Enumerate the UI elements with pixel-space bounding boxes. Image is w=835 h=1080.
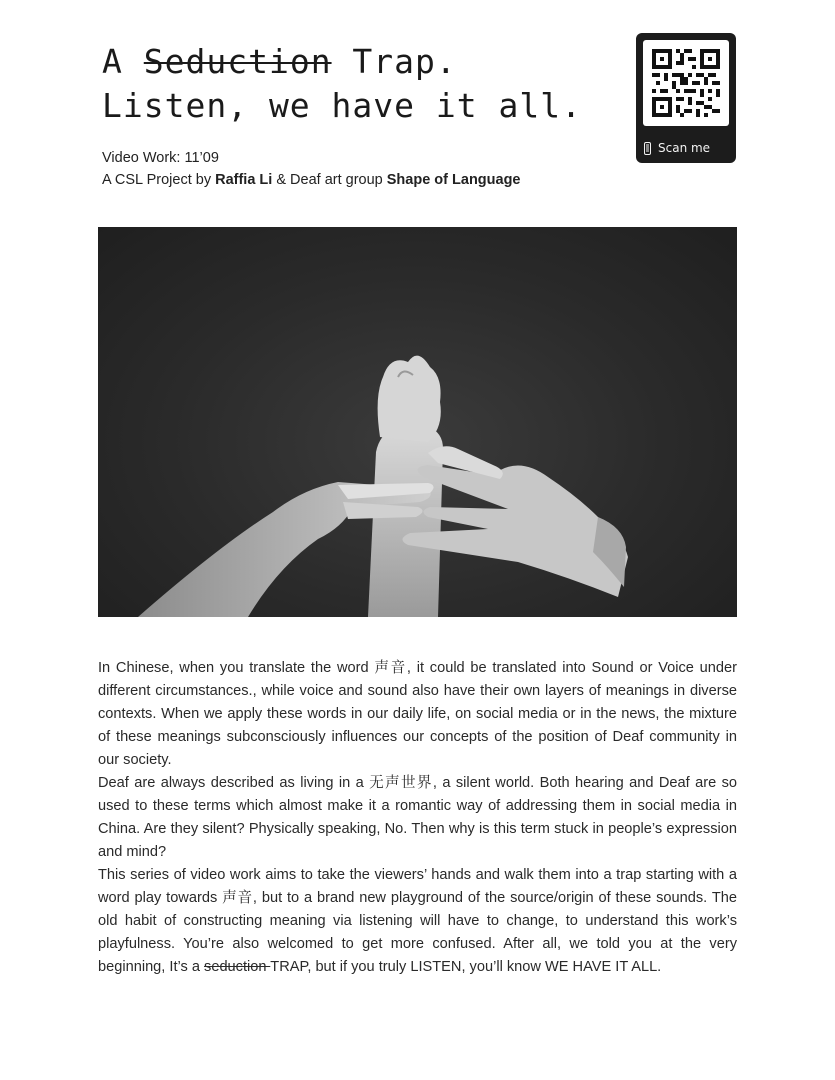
paragraph-3-text: This series of video work aims to take the viewers’ hands and walk them into a trap starting with a word play towards 声音, but to a brand new playground of the source/origin of these sounds. The old habit of constructing meaning via listening will have to change, to understand this work’s playfulness. You’re also welcomed to get more confused. After all, we told you at the very beginning, It’s a xyxy=(98,867,737,975)
sign-language-hands-image xyxy=(98,227,737,617)
qr-code-card[interactable] xyxy=(636,33,736,163)
article-body xyxy=(98,657,737,979)
artist-name: Raffia Li xyxy=(215,172,273,188)
title-word-trap: Trap. xyxy=(331,42,457,81)
subtitle-block xyxy=(102,147,521,191)
title-word-a: A xyxy=(102,42,144,81)
page-title xyxy=(102,40,582,128)
paragraph-3-ending: TRAP, but if you truly LISTEN, you’ll know WE HAVE IT ALL. xyxy=(270,959,662,975)
qr-code[interactable] xyxy=(643,40,729,126)
credits-prefix: A CSL Project by xyxy=(102,172,216,188)
phone-icon xyxy=(644,142,651,155)
paragraph-2: Deaf are always described as living in a 无声世界, a silent world. Both hearing and Deaf are so used to these terms which almost make it a romantic way of addressing them in social media in China. Are they silent? Physically speaking, No. Then why is this term stuck in people’s expression and mind? xyxy=(98,775,737,860)
scan-me-label: Scan me xyxy=(658,141,711,155)
title-line-2: Listen, we have it all. xyxy=(102,86,582,125)
title-strikethrough-word: Seduction xyxy=(143,42,332,81)
video-duration: Video Work: 11’09 xyxy=(102,150,219,166)
group-name: Shape of Language xyxy=(386,172,521,188)
paragraph-3 xyxy=(98,864,737,979)
title-line-1 xyxy=(102,42,457,81)
credits-mid: & Deaf art group xyxy=(272,172,387,188)
scan-me-row[interactable] xyxy=(644,139,710,157)
paragraph-3-strikethrough: seduction xyxy=(204,959,271,975)
paragraph-1: In Chinese, when you translate the word 声音, it could be translated into Sound or Voice under different circumstances., while voice and sound also have their own layers of meanings in diverse contexts. When we apply these words in our daily life, on social media or in the news, the mixture of these meanings subconsciously influences our concepts of the position of Deaf community in our society. xyxy=(98,660,737,768)
credits-line xyxy=(102,169,521,191)
sign-language-photo xyxy=(98,227,737,617)
qr-code-icon xyxy=(652,49,720,117)
